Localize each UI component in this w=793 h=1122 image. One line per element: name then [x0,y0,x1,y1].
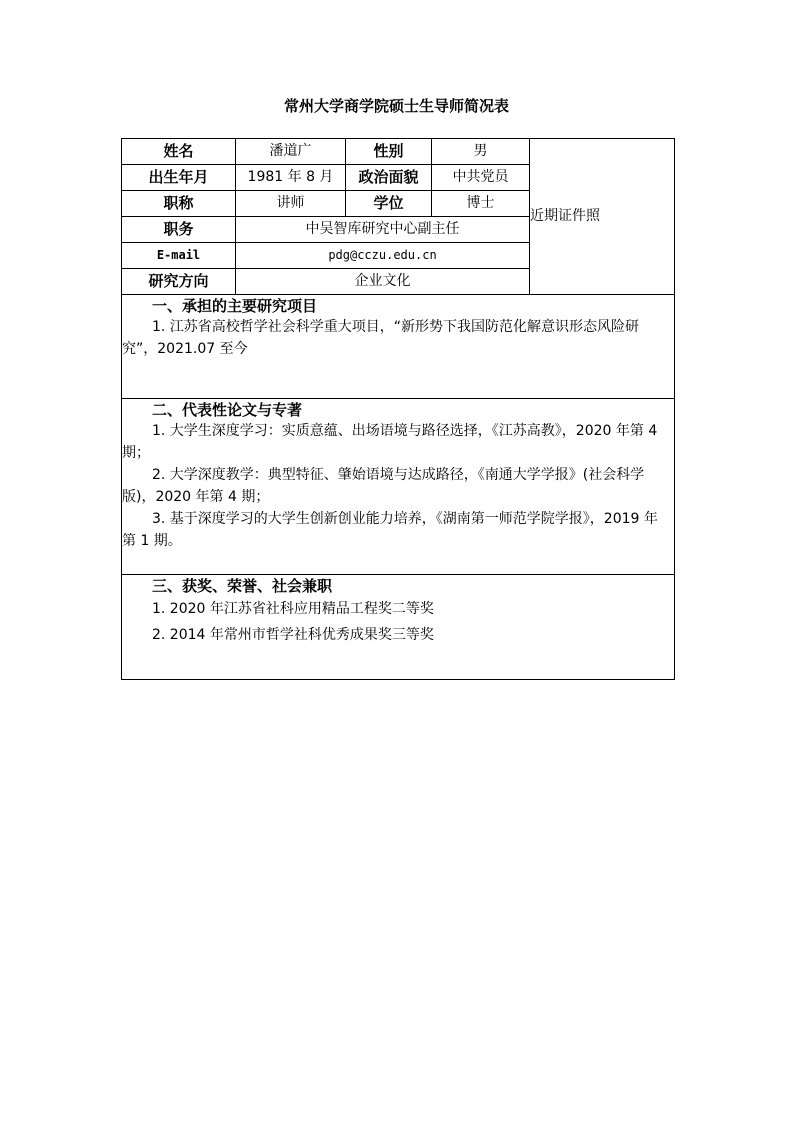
papers-heading: 二、代表性论文与专著 [152,401,303,419]
position-value: 中吴智库研究中心副主任 [236,217,530,243]
politics-label: 政治面貌 [346,165,432,191]
title-label: 职称 [122,191,236,217]
gender-label: 性别 [346,139,432,165]
birth-label: 出生年月 [122,165,236,191]
awards-heading: 三、获奖、荣誉、社会兼职 [152,577,333,595]
research-value: 企业文化 [236,269,530,295]
paper-item: 1. 大学生深度学习：实质意蕴、出场语境与路径选择，《江苏高教》，2020 年第 4 期； [122,423,658,461]
degree-label: 学位 [346,191,432,217]
birth-value: 1981 年 8 月 [236,165,346,191]
paper-item: 3. 基于深度学习的大学生创新创业能力培养，《湖南第一师范学院学报》，2019 年第 1 期。 [122,511,658,549]
section-papers [122,399,675,575]
section-projects [122,295,675,399]
project-item: 1. 江苏省高校哲学社会科学重大项目，“新形势下我国防范化解意识形态风险研究”，2021.07 至今 [122,319,640,357]
name-value: 潘道广 [236,139,346,165]
row-name [122,139,675,165]
email-value: pdg@cczu.edu.cn [236,243,530,269]
degree-value: 博士 [432,191,530,217]
research-label: 研究方向 [122,269,236,295]
title-value: 讲师 [236,191,346,217]
profile-table [121,138,675,680]
projects-heading: 一、承担的主要研究项目 [152,297,318,315]
photo-placeholder: 近期证件照 [530,139,675,295]
paper-item: 2. 大学深度教学：典型特征、肇始语境与达成路径，《南通大学学报》(社会科学版)，2020 年第 4 期； [122,467,645,505]
award-item: 1. 2020 年江苏省社科应用精品工程奖二等奖 [152,601,434,617]
award-item: 2. 2014 年常州市哲学社科优秀成果奖三等奖 [152,627,434,643]
section-awards [122,575,675,680]
gender-value: 男 [432,139,530,165]
email-label: E-mail [122,243,236,269]
politics-value: 中共党员 [432,165,530,191]
position-label: 职务 [122,217,236,243]
page-title: 常州大学商学院硕士生导师简况表 [283,97,509,115]
name-label: 姓名 [122,139,236,165]
